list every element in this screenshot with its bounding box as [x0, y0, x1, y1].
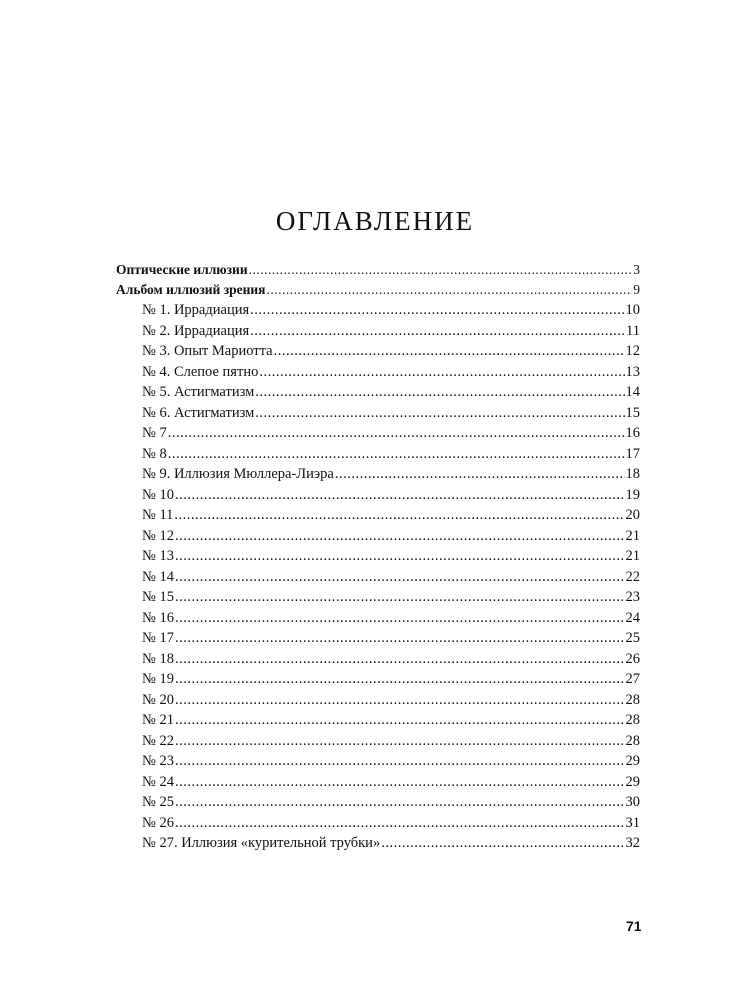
toc-entry-label: № 7 — [142, 425, 167, 441]
toc-item — [116, 464, 640, 485]
toc-entry-page: 25 — [625, 630, 640, 646]
toc-entry-page: 29 — [625, 753, 640, 769]
toc-entry-label: № 16 — [142, 609, 174, 626]
toc-entry-page: 21 — [625, 527, 640, 544]
toc-entry-page: 23 — [625, 589, 640, 605]
toc-entry-page: 26 — [625, 650, 640, 667]
toc-item — [116, 526, 640, 547]
toc-entry-page: 9 — [633, 282, 640, 297]
dot-leader — [175, 567, 625, 588]
toc-entry-label: № 27. Иллюзия «курительной трубки» — [142, 835, 381, 851]
toc-item — [116, 546, 640, 567]
dot-leader — [381, 833, 624, 854]
toc-entry-page: 17 — [625, 445, 640, 462]
toc-item — [116, 751, 640, 772]
toc-entry-page: 19 — [625, 486, 640, 503]
dot-leader — [175, 772, 625, 793]
dot-leader — [175, 649, 625, 670]
dot-leader — [274, 341, 625, 362]
toc-entry-page: 32 — [625, 835, 640, 851]
toc-entry-label: № 9. Иллюзия Мюллера-Лиэра — [142, 466, 334, 482]
dot-leader — [175, 731, 625, 752]
toc-entry-page: 27 — [625, 671, 640, 687]
toc-item — [116, 382, 640, 403]
toc-entry-page: 28 — [625, 732, 640, 749]
page-title: ОГЛАВЛЕНИЕ — [275, 206, 475, 236]
toc-entry-label: № 6. Астигматизм — [142, 404, 255, 421]
toc-item — [116, 833, 640, 854]
toc-entry-label: № 25 — [142, 794, 174, 810]
toc-entry-label: № 5. Астигматизм — [142, 384, 255, 400]
toc-entry-page: 31 — [625, 814, 640, 831]
toc-entry-page: 22 — [625, 568, 640, 585]
toc-entry-page: 20 — [625, 507, 640, 523]
toc-item — [116, 690, 640, 711]
toc-item — [116, 587, 640, 608]
dot-leader — [168, 423, 625, 444]
dot-leader — [175, 628, 625, 649]
toc-entry-label: № 23 — [142, 753, 174, 769]
toc-entry-page: 12 — [625, 343, 640, 359]
toc-entry-label: № 19 — [142, 671, 174, 687]
dot-leader — [250, 300, 624, 321]
toc-entry-page: 13 — [625, 363, 640, 380]
page-number: 71 — [626, 918, 642, 934]
dot-leader — [250, 321, 625, 342]
toc-entry-page: 29 — [625, 773, 640, 790]
toc-entry-label: Альбом иллюзий зрения — [116, 282, 266, 297]
toc-entry-label: № 20 — [142, 691, 174, 708]
toc-section — [116, 280, 640, 300]
toc-item — [116, 710, 640, 731]
toc-entry-label: № 14 — [142, 568, 174, 585]
toc-item — [116, 608, 640, 629]
toc-entry-label: № 11 — [142, 507, 174, 523]
dot-leader — [259, 362, 624, 383]
toc-entry-page: 16 — [625, 425, 640, 441]
toc-entry-label: № 4. Слепое пятно — [142, 363, 259, 380]
dot-leader — [175, 526, 625, 547]
toc-entry-label: № 13 — [142, 548, 174, 564]
toc-item — [116, 403, 640, 424]
toc-item — [116, 505, 640, 526]
toc-entry-page: 15 — [625, 404, 640, 421]
toc-item — [116, 628, 640, 649]
toc-entry-page: 28 — [625, 712, 640, 728]
toc-item — [116, 485, 640, 506]
toc-entry-page: 10 — [625, 302, 640, 318]
toc-entry-label: № 2. Иррадиация — [142, 322, 250, 339]
toc-entry-label: Оптические иллюзии — [116, 262, 248, 277]
dot-leader — [175, 690, 625, 711]
toc-entry-page: 30 — [625, 794, 640, 810]
toc-item — [116, 321, 640, 342]
toc-entry-label: № 18 — [142, 650, 174, 667]
toc-entry-label: № 8 — [142, 445, 167, 462]
dot-leader — [175, 669, 625, 690]
dot-leader — [255, 403, 624, 424]
dot-leader — [175, 792, 625, 813]
toc-item — [116, 341, 640, 362]
toc-item — [116, 423, 640, 444]
toc-item — [116, 772, 640, 793]
dot-leader — [175, 751, 625, 772]
dot-leader — [175, 546, 625, 567]
toc-item — [116, 649, 640, 670]
toc-item — [116, 567, 640, 588]
dot-leader — [174, 505, 624, 526]
toc-item — [116, 444, 640, 465]
toc-entry-page: 11 — [626, 322, 640, 339]
dot-leader — [175, 485, 625, 506]
toc-item — [116, 792, 640, 813]
toc-item — [116, 300, 640, 321]
dot-leader — [175, 587, 625, 608]
toc-entry-label: № 26 — [142, 814, 174, 831]
toc-entry-label: № 1. Иррадиация — [142, 302, 250, 318]
dot-leader — [255, 382, 624, 403]
toc-item — [116, 813, 640, 834]
toc-entry-page: 24 — [625, 609, 640, 626]
toc-entry-label: № 24 — [142, 773, 174, 790]
toc-entry-page: 28 — [625, 691, 640, 708]
toc-entry-label: № 12 — [142, 527, 174, 544]
dot-leader — [175, 710, 625, 731]
toc-entry-label: № 17 — [142, 630, 174, 646]
table-of-contents — [116, 260, 640, 854]
toc-item — [116, 669, 640, 690]
toc-item — [116, 362, 640, 383]
toc-item — [116, 731, 640, 752]
toc-entry-page: 3 — [633, 262, 640, 277]
dot-leader — [175, 608, 625, 629]
toc-entry-label: № 22 — [142, 732, 174, 749]
dot-leader — [168, 444, 625, 465]
toc-entry-label: № 3. Опыт Мариотта — [142, 343, 273, 359]
toc-section — [116, 260, 640, 280]
dot-leader — [249, 260, 633, 280]
toc-entry-label: № 10 — [142, 486, 174, 503]
dot-leader — [335, 464, 625, 485]
toc-entry-page: 18 — [625, 466, 640, 482]
toc-entry-label: № 21 — [142, 712, 174, 728]
dot-leader — [175, 813, 625, 834]
toc-entry-page: 21 — [625, 548, 640, 564]
toc-entry-label: № 15 — [142, 589, 174, 605]
dot-leader — [266, 280, 632, 300]
toc-entry-page: 14 — [625, 384, 640, 400]
